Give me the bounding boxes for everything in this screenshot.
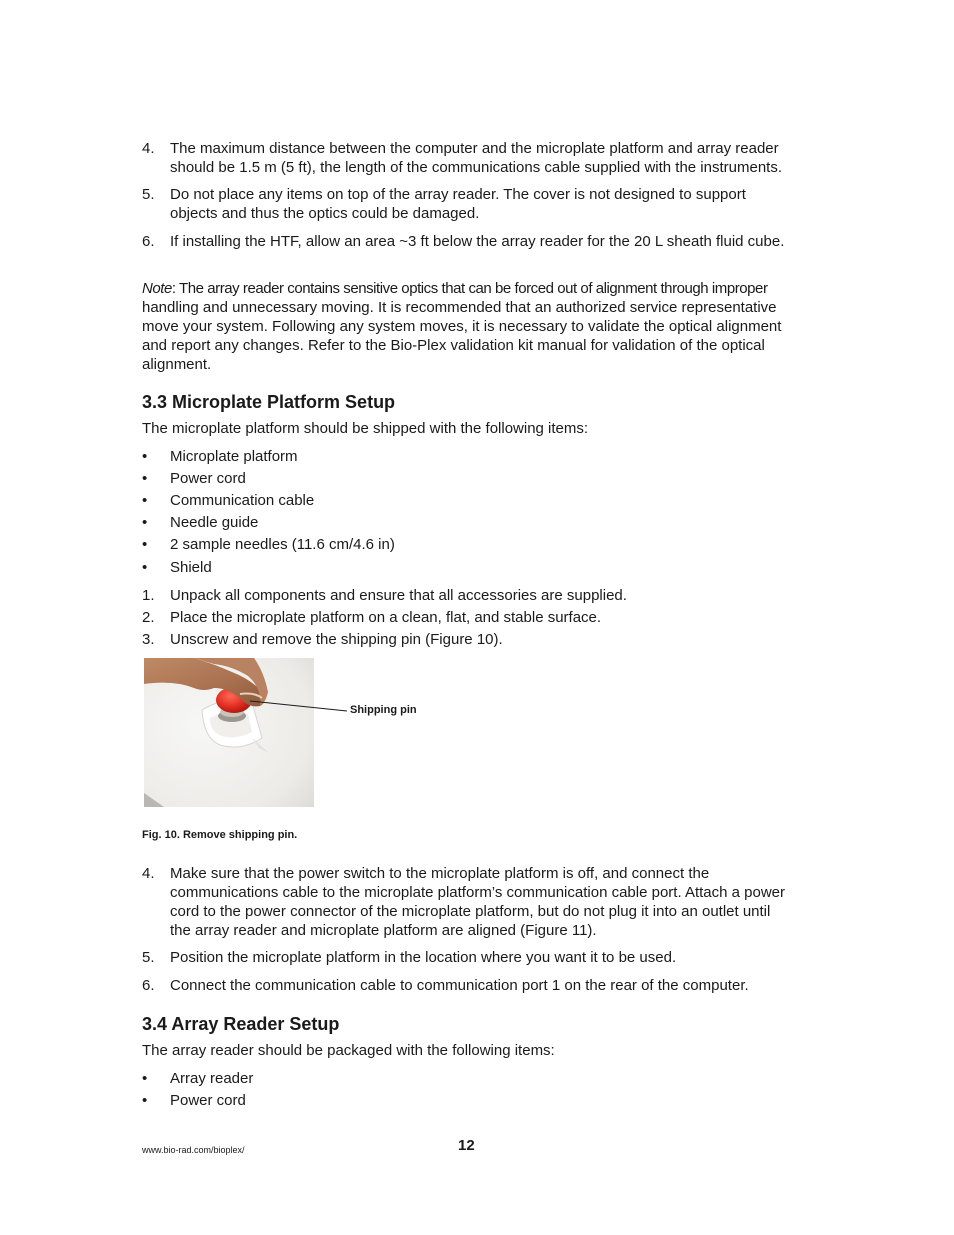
- list-number: 2.: [142, 609, 155, 626]
- callout-leader-line: [250, 698, 350, 714]
- note-label: Note: [142, 280, 172, 297]
- section-intro: The microplate platform should be shipped with the following items:: [142, 420, 589, 437]
- list-item: [142, 630, 787, 649]
- bullet-symbol: •: [142, 1070, 148, 1087]
- bullet-item: [142, 491, 787, 510]
- list-number: 4.: [142, 140, 155, 157]
- list-item: [142, 948, 787, 967]
- bullet-text: Communication cable: [170, 492, 315, 509]
- list-text: Connect the communication cable to communication port 1 on the rear of the computer.: [170, 977, 749, 994]
- figure-caption: Fig. 10. Remove shipping pin.: [142, 829, 298, 841]
- list-number: 5.: [142, 186, 155, 203]
- list-text: Unpack all components and ensure that all accessories are supplied.: [170, 587, 627, 604]
- bullet-symbol: •: [142, 492, 148, 509]
- list-number: 6.: [142, 977, 155, 994]
- bullet-symbol: •: [142, 1092, 148, 1109]
- list-text: If installing the HTF, allow an area ~3 ft below the array reader for the 20 L sheath fluid cube.: [170, 233, 785, 250]
- note-first-line: : The array reader contains sensitive optics that can be forced out of alignment through improper: [171, 280, 768, 297]
- list-item: [142, 608, 787, 627]
- bullet-item: [142, 447, 787, 466]
- list-number: 6.: [142, 233, 155, 250]
- list-number: 1.: [142, 587, 155, 604]
- bullet-symbol: •: [142, 470, 148, 487]
- section-heading-3-4: 3.4 Array Reader Setup: [142, 1014, 340, 1034]
- note-paragraph: [142, 279, 787, 374]
- list-text: Make sure that the power switch to the microplate platform is off, and connect the communications cable to the microplate platform’s communication cable port. Attach a power cord to the power connector of the microplate platform, but do not plug it into an outlet until the array reader and microplate platform are aligned (Figure 11).: [170, 865, 786, 939]
- bullet-text: Microplate platform: [170, 448, 298, 465]
- list-item: [142, 586, 787, 605]
- bullet-symbol: •: [142, 448, 148, 465]
- section-heading-3-3: 3.3 Microplate Platform Setup: [142, 392, 396, 412]
- list-number: 4.: [142, 865, 155, 882]
- bullet-text: Shield: [170, 559, 212, 576]
- list-text: Place the microplate platform on a clean, flat, and stable surface.: [170, 609, 602, 626]
- list-item: [142, 232, 787, 251]
- bullet-symbol: •: [142, 559, 148, 576]
- note-text: handling and unnecessary moving. It is recommended that an authorized service representative move your system. Following any system moves, it is necessary to validate the optical alignment and report any changes. Refer to the Bio-Plex validation kit manual for validation of the optical alignment.: [142, 299, 782, 373]
- list-number: 5.: [142, 949, 155, 966]
- page-number: 12: [458, 1137, 475, 1154]
- bullet-symbol: •: [142, 536, 148, 553]
- bullet-text: Needle guide: [170, 514, 259, 531]
- list-item: [142, 185, 787, 223]
- list-text: Unscrew and remove the shipping pin (Figure 10).: [170, 631, 503, 648]
- list-text: The maximum distance between the computer and the microplate platform and array reader should be 1.5 m (5 ft), the length of the communications cable supplied with the instruments.: [170, 140, 782, 176]
- footer-url: www.bio-rad.com/bioplex/: [142, 1145, 245, 1155]
- section-intro: The array reader should be packaged with the following items:: [142, 1042, 555, 1059]
- bullet-text: Power cord: [170, 1092, 246, 1109]
- bullet-item: [142, 469, 787, 488]
- bullet-item: [142, 513, 787, 532]
- bullet-item: [142, 1069, 787, 1088]
- bullet-item: [142, 1091, 787, 1110]
- list-item: [142, 864, 787, 940]
- bullet-text: Power cord: [170, 470, 246, 487]
- figure-callout-label: Shipping pin: [350, 704, 417, 716]
- bullet-text: Array reader: [170, 1070, 254, 1087]
- bullet-item: [142, 535, 787, 554]
- list-number: 3.: [142, 631, 155, 648]
- list-item: [142, 139, 787, 177]
- bullet-item: [142, 558, 787, 577]
- bullet-text: 2 sample needles (11.6 cm/4.6 in): [170, 536, 395, 553]
- list-text: Position the microplate platform in the location where you want it to be used.: [170, 949, 677, 966]
- list-item: [142, 976, 787, 995]
- bullet-symbol: •: [142, 514, 148, 531]
- list-text: Do not place any items on top of the array reader. The cover is not designed to support objects and thus the optics could be damaged.: [170, 186, 746, 222]
- shipping-pin-photo: [144, 658, 314, 807]
